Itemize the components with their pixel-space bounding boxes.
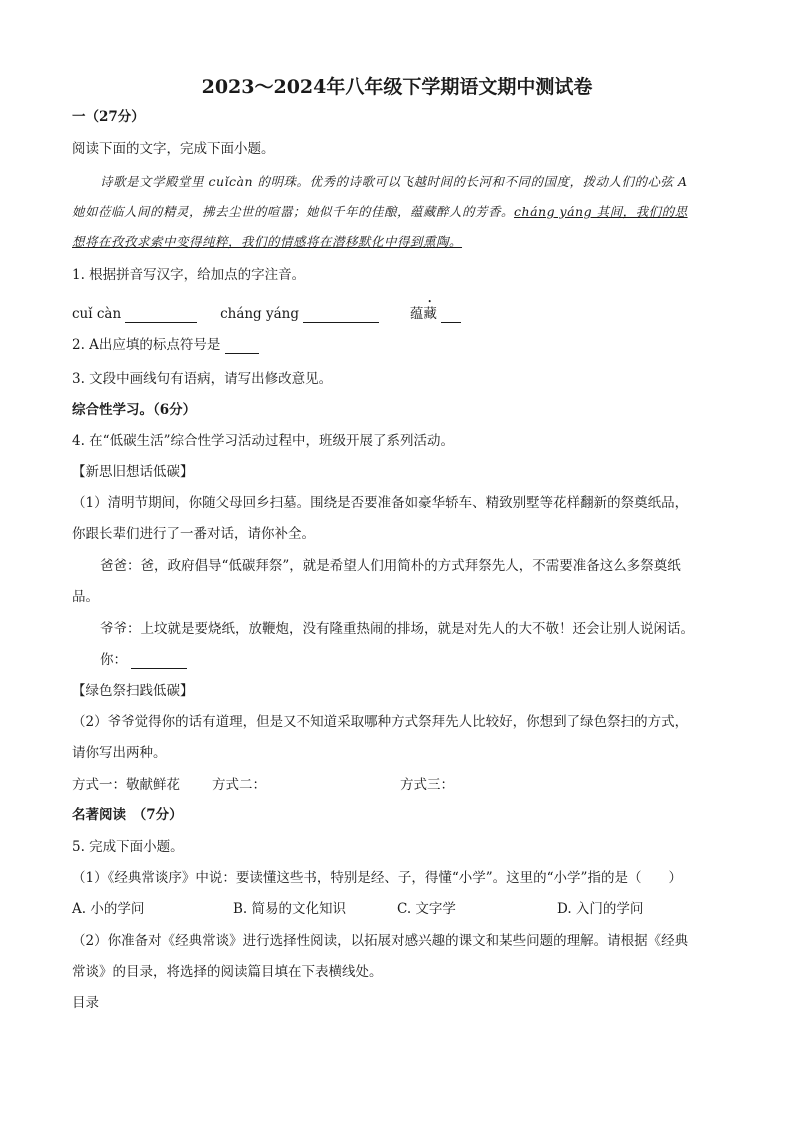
subsection-1-question-line1: （1）清明节期间，你随父母回乡扫墓。围绕是否要准备如豪华轿车、精致别墅等花样翻新的祭奠纸品， bbox=[72, 495, 689, 511]
answer-blank-punctuation[interactable] bbox=[225, 339, 259, 354]
question-5: 5. 完成下面小题。 bbox=[72, 839, 184, 855]
word-cang-dotted: 藏 bbox=[423, 306, 437, 322]
pinyin-changyang: cháng yáng bbox=[220, 306, 300, 322]
pinyin-cuican: cuǐ càn bbox=[72, 306, 122, 322]
option-b[interactable]: B. 简易的文化知识 bbox=[233, 901, 347, 917]
question-1: 1. 根据拼音写汉字，给加点的字注音。 bbox=[72, 267, 306, 283]
table-of-contents-label: 目录 bbox=[72, 995, 99, 1011]
subsection-1-question-line2: 你跟长辈们进行了一番对话，请你补全。 bbox=[72, 526, 315, 542]
option-d[interactable]: D. 入门的学问 bbox=[557, 901, 644, 917]
answer-blank-cang[interactable] bbox=[441, 308, 461, 323]
question-1-items bbox=[72, 298, 461, 323]
section3-heading: 名著阅读 （7分） bbox=[72, 807, 183, 823]
question-5-sub2-line2: 常谈》的目录，将选择的阅读篇目填在下表横线处。 bbox=[72, 964, 383, 980]
dialogue-dad-line1: 爸爸：爸，政府倡导“低碳拜祭”，就是希望人们用简朴的方式拜祭先人，不需要准备这么多祭奠纸 bbox=[100, 558, 681, 574]
page-title: 2023～2024年八年级下学期语文期中测试卷 bbox=[201, 76, 593, 98]
way-3: 方式三： bbox=[400, 777, 454, 793]
question-4: 4. 在“低碳生活”综合性学习活动过程中，班级开展了系列活动。 bbox=[72, 433, 454, 449]
way-1: 方式一：敬献鲜花 bbox=[72, 777, 180, 793]
dialogue-dad-line2: 品。 bbox=[72, 589, 99, 605]
subsection-2-title: 【绿色祭扫践低碳】 bbox=[72, 683, 194, 699]
dialogue-grandpa: 爷爷：上坟就是要烧纸，放鞭炮，没有隆重热闹的排场，就是对先人的大不敬！还会让别人说闲话。 bbox=[100, 621, 694, 637]
section2-heading: 综合性学习。（6分） bbox=[72, 402, 197, 418]
subsection-1-title: 【新思旧想话低碳】 bbox=[72, 464, 194, 480]
passage-line-2-underlined: cháng yáng 其间，我们的思 bbox=[514, 204, 688, 219]
word-yun: 蕴 bbox=[409, 306, 424, 322]
way-2: 方式二： bbox=[212, 777, 266, 793]
question-2 bbox=[72, 336, 259, 354]
subsection-2-question-line2: 请你写出两种。 bbox=[72, 745, 167, 761]
dialogue-you-label: 你： bbox=[100, 652, 127, 668]
question-5-sub2-line1: （2）你准备对《经典常谈》进行选择性阅读，以拓展对感兴趣的课文和某些问题的理解。请根据《经典 bbox=[72, 933, 689, 949]
passage-line-1: 诗歌是文学殿堂里 cuǐcàn 的明珠。优秀的诗歌可以飞越时间的长河和不同的国度，拨动人们的心弦 A bbox=[100, 174, 688, 189]
passage-line-2-plain: 她如莅临人间的精灵，拂去尘世的喧嚣；她似千年的佳酿，蕴藏醉人的芳香。 bbox=[72, 204, 515, 219]
answer-blank-changyang[interactable] bbox=[303, 308, 379, 323]
option-a[interactable]: A. 小的学问 bbox=[72, 901, 145, 917]
dialogue-you bbox=[100, 651, 187, 669]
passage-line-2 bbox=[72, 203, 688, 221]
question-2-text: 2. A出应填的标点符号是 bbox=[72, 337, 221, 353]
subsection-2-question-line1: （2）爷爷觉得你的话有道理，但是又不知道采取哪种方式祭拜先人比较好，你想到了绿色祭扫的方式， bbox=[72, 714, 689, 730]
section1-heading: 一（27分） bbox=[72, 109, 145, 125]
question-5-sub1: （1）《经典常谈序》中说：要读懂这些书，特别是经、子，得懂“小学”。这里的“小学”指的是（ ） bbox=[72, 870, 682, 886]
option-c[interactable]: C. 文字学 bbox=[397, 901, 456, 917]
question-3: 3. 文段中画线句有语病，请写出修改意见。 bbox=[72, 371, 333, 387]
answer-blank-you[interactable] bbox=[131, 654, 187, 669]
answer-blank-cuican[interactable] bbox=[125, 308, 197, 323]
passage-line-3-underlined: 想将在孜孜求索中变得纯粹，我们的情感将在潜移默化中得到熏陶。 bbox=[72, 234, 463, 249]
section1-instruction: 阅读下面的文字，完成下面小题。 bbox=[72, 141, 275, 157]
